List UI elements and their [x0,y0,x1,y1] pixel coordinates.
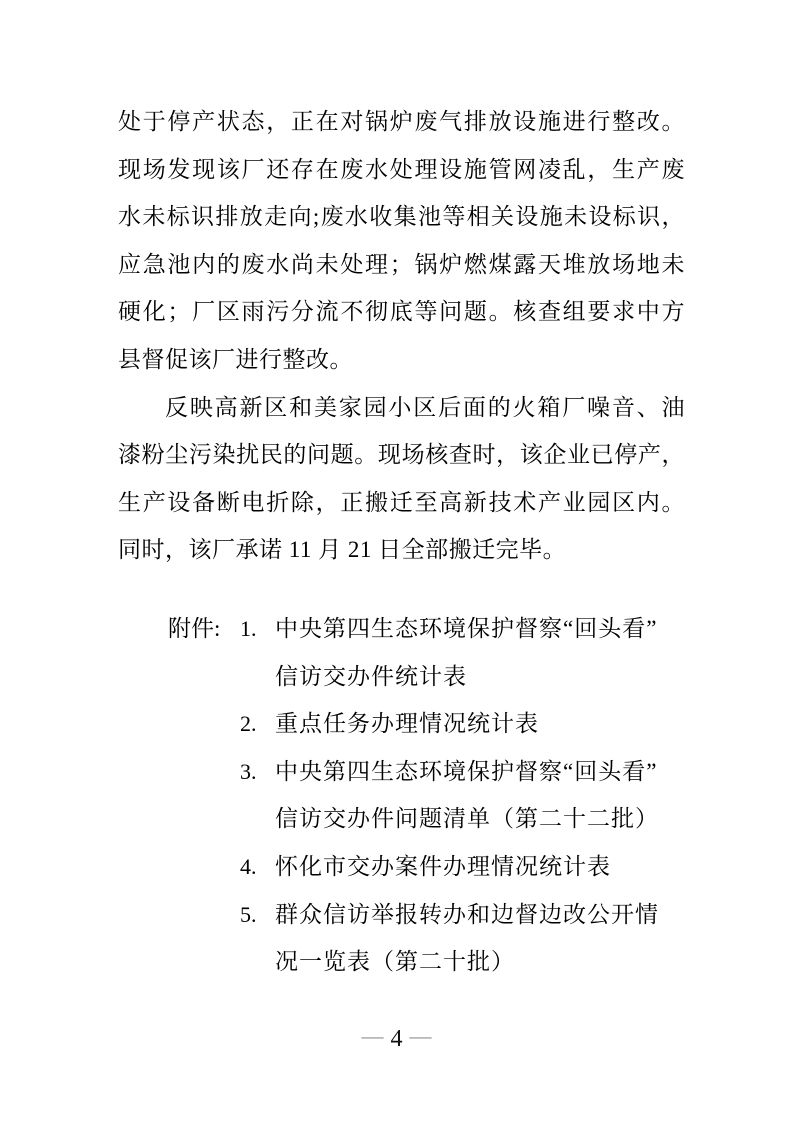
attachments-label-spacer [168,748,240,796]
body-line: 处于停产状态，正在对锅炉废气排放设施进行整改。 [118,109,685,134]
attachment-title-line: 重点任务办理情况统计表 [275,711,539,737]
attachments-label-spacer [168,843,240,891]
attachment-title-line: 中央第四生态环境保护督察“回头看” [275,616,658,641]
attachment-title [275,843,688,891]
footer [0,1024,793,1054]
body-paragraph-end-line: 同时，该厂承诺 11 月 21 日全部搬迁完毕。 [118,537,567,563]
attachment-item [168,605,688,700]
attachment-title [275,700,688,748]
attachment-title-line: 况一览表（第二十批） [275,949,515,975]
attachment-title [275,891,688,986]
attachment-number: 2. [240,711,257,737]
body-line: 应急池内的废水尚未处理；锅炉燃煤露天堆放场地未 [118,251,685,277]
attachments-label: 附件: [168,616,221,641]
body-paragraph-end-line: 县督促该厂进行整改。 [118,346,353,372]
footer-dash-left: — [361,1023,384,1048]
attachment-item [168,843,688,891]
body-line: 硬化；厂区雨污分流不彻底等问题。核查组要求中方 [118,299,685,325]
attachment-item [168,891,688,986]
body-line: 现场发现该厂还存在废水处理设施管网凌乱，生产废 [118,156,685,182]
attachment-number: 1. [240,616,257,641]
attachment-title [275,605,688,700]
attachment-title-line: 信访交办件统计表 [275,663,467,689]
attachment-title-line: 群众信访举报转办和边督边改公开情 [275,901,659,927]
attachment-title [275,748,688,843]
attachment-number: 5. [240,901,257,927]
attachments-label-spacer [168,891,240,939]
attachment-item [168,700,688,748]
footer-dash-right: — [409,1023,432,1048]
attachment-title-line: 怀化市交办案件办理情况统计表 [275,853,611,879]
body-line: 漆粉尘污染扰民的问题。现场核查时，该企业已停产， [118,442,685,468]
body-line: 水未标识排放走向;废水收集池等相关设施未设标识， [118,204,685,230]
attachment-title-line: 中央第四生态环境保护督察“回头看” [275,758,658,784]
attachment-title-line: 信访交办件问题清单（第二十二批） [275,806,659,832]
body-text [118,98,685,574]
attachment-item [168,748,688,843]
attachments-list [168,605,688,986]
body-line: 生产设备断电折除，正搬迁至高新技术产业园区内。 [118,489,685,515]
body-paragraph-start-line: 反映高新区和美家园小区后面的火箱厂噪音、油 [165,394,685,420]
attachment-number: 3. [240,758,257,784]
attachment-number: 4. [240,853,257,879]
attachments-label-spacer [168,700,240,748]
page-number: 4 [390,1026,403,1052]
